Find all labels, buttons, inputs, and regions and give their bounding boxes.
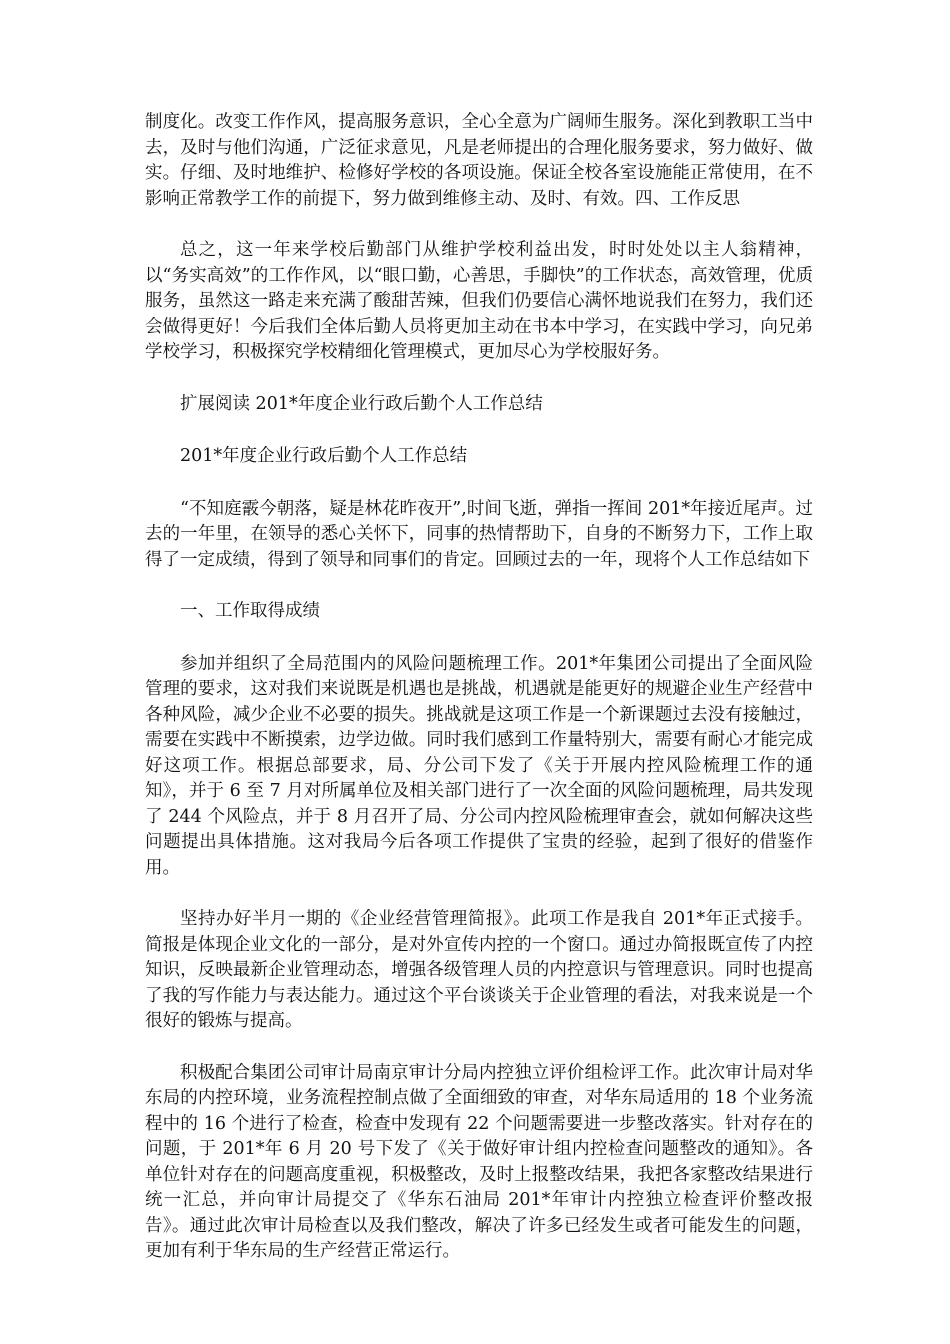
paragraph-work-practice: 制度化。改变工作作风，提高服务意识，全心全意为广阔师生服务。深化到教职工当中去，及时与他们沟通，广泛征求意见，凡是老师提出的合理化服务要求，努力做好、做实。仔细、及时地维护、检修好学校的各项设施。保证全校各室设施能正常使用，在不影响正常教学工作的前提下，努力做到维修主动、及时、有效。四、工作反思 xyxy=(145,112,813,209)
paragraph-audit: 积极配合集团公司审计局南京审计分局内控独立评价组检评工作。此次审计局对华东局的内控环境，业务流程控制点做了全面细致的审查，对华东局适用的 18 个业务流程中的 16 个进行了检查，检查中发现有 22 个问题需要进一步整改落实。针对存在的问题，于 201*年 6 月 20 号下发了《关于做好审计组内控检查问题整改的通知》。各单位针对存在的问题高度重视，积极整改，及时上报整改结果，我把各家整改结果进行统一汇总，并向审计局提交了《华东石油局 201*年审计内控独立检查评价整改报告》。通过此次审计局检查以及我们整改，解决了许多已经发生或者可能发生的问题，更加有利于华东局的生产经营正常运行。 xyxy=(145,1062,813,1261)
paragraph-summary: 总之，这一年来学校后勤部门从维护学校利益出发，时时处处以主人翁精神，以“务实高效”的工作作风，以“眼口勤，心善思，手脚快”的工作状态，高效管理，优质服务，虽然这一路走来充满了酸甜苦辣，但我们仍要信心满怀地说我们在努力，我们还会做得更好！今后我们全体后勤人员将更加主动在书本中学习，在实践中学习，向兄弟学校学习，积极探究学校精细化管理模式，更加尽心为学校服好务。 xyxy=(145,240,813,362)
paragraph-risk-review: 参加并组织了全局范围内的风险问题梳理工作。201*年集团公司提出了全面风险管理的要求，这对我们来说既是机遇也是挑战，机遇就是能更好的规避企业生产经营中各种风险，减少企业不必要的损失。挑战就是这项工作是一个新课题过去没有接触过，需要在实践中不断摸索，边学边做。同时我们感到工作量特别大，需要有耐心才能完成好这项工作。根据总部要求，局、分公司下发了《关于开展内控风险梳理工作的通知》，并于 6 至 7 月对所属单位及相关部门进行了一次全面的风险问题梳理，局共发现了 244 个风险点，并于 8 月召开了局、分公司内控风险梳理审查会，就如何解决这些问题提出具体措施。这对我局今后各项工作提供了宝贵的经验，起到了很好的借鉴作用。 xyxy=(145,653,813,878)
section-heading-achievements: 一、工作取得成绩 xyxy=(180,601,320,621)
paragraph-intro: “不知庭霰今朝落，疑是林花昨夜开”,时间飞逝，弹指一挥间 201*年接近尾声。过去的一年里，在领导的悉心关怀下，同事的热情帮助下，自身的不断努力下，工作上取得了一定成绩，得到了领导和同事们的肯定。回顾过去的一年，现将个人工作总结如下 xyxy=(145,498,813,570)
extended-reading-heading: 扩展阅读 201*年度企业行政后勤个人工作总结 xyxy=(180,393,543,414)
paragraph-newsletter: 坚持办好半月一期的《企业经营管理简报》。此项工作是我自 201*年正式接手。简报是体现企业文化的一部分，是对外宣传内控的一个窗口。通过办简报既宣传了内控知识，反映最新企业管理动态，增强各级管理人员的内控意识与管理意识。同时也提高了我的写作能力与表达能力。通过这个平台谈谈关于企业管理的看法，对我来说是一个很好的锻炼与提高。 xyxy=(145,909,813,1031)
document-body xyxy=(145,110,813,1291)
article-title: 201*年度企业行政后勤个人工作总结 xyxy=(180,446,468,466)
